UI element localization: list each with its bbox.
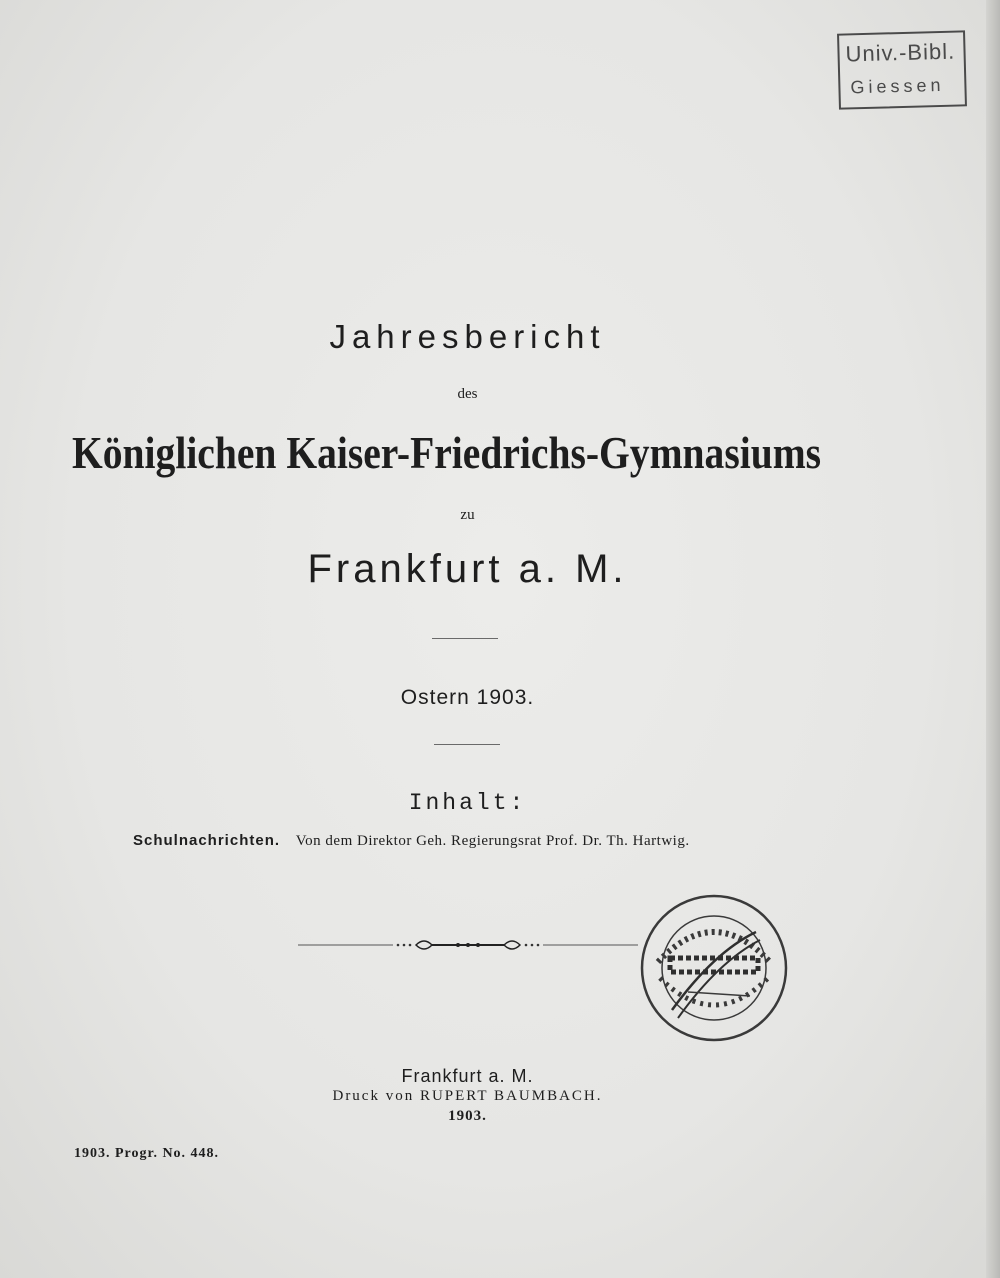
imprint-place: Frankfurt a. M. <box>401 1066 534 1086</box>
program-number: 1903. Progr. No. 448. <box>74 1146 220 1161</box>
page-edge <box>986 0 1000 1278</box>
contents-item-author: Von dem Direktor Geh. Regierungsrat Prof. Dr. Th. Hartwig. <box>295 833 690 849</box>
contents-item <box>133 832 690 850</box>
contents-item-lead: Schulnachrichten. <box>133 832 281 849</box>
stamp-line-1: Univ.-Bibl. <box>845 38 956 67</box>
title-jahresbericht: Jahresbericht <box>329 318 606 355</box>
imprint-year: 1903. <box>448 1108 487 1124</box>
contents-heading: Inhalt: <box>408 790 527 816</box>
library-seal-stamp <box>638 892 790 1044</box>
stamp-line-2: Giessen <box>850 74 945 98</box>
imprint-printer: Druck von RUPERT BAUMBACH. <box>332 1088 603 1104</box>
title-institution: Königlichen Kaiser-Friedrichs-Gymnasiums <box>72 427 822 478</box>
title-city: Frankfurt a. M. <box>307 547 628 591</box>
divider-rule <box>434 744 500 745</box>
ornament-divider <box>298 932 638 958</box>
divider-rule <box>432 638 498 639</box>
title-zu: zu <box>460 507 475 523</box>
library-stamp <box>837 30 967 109</box>
title-des: des <box>457 386 478 402</box>
date-line: Ostern 1903. <box>400 686 535 709</box>
